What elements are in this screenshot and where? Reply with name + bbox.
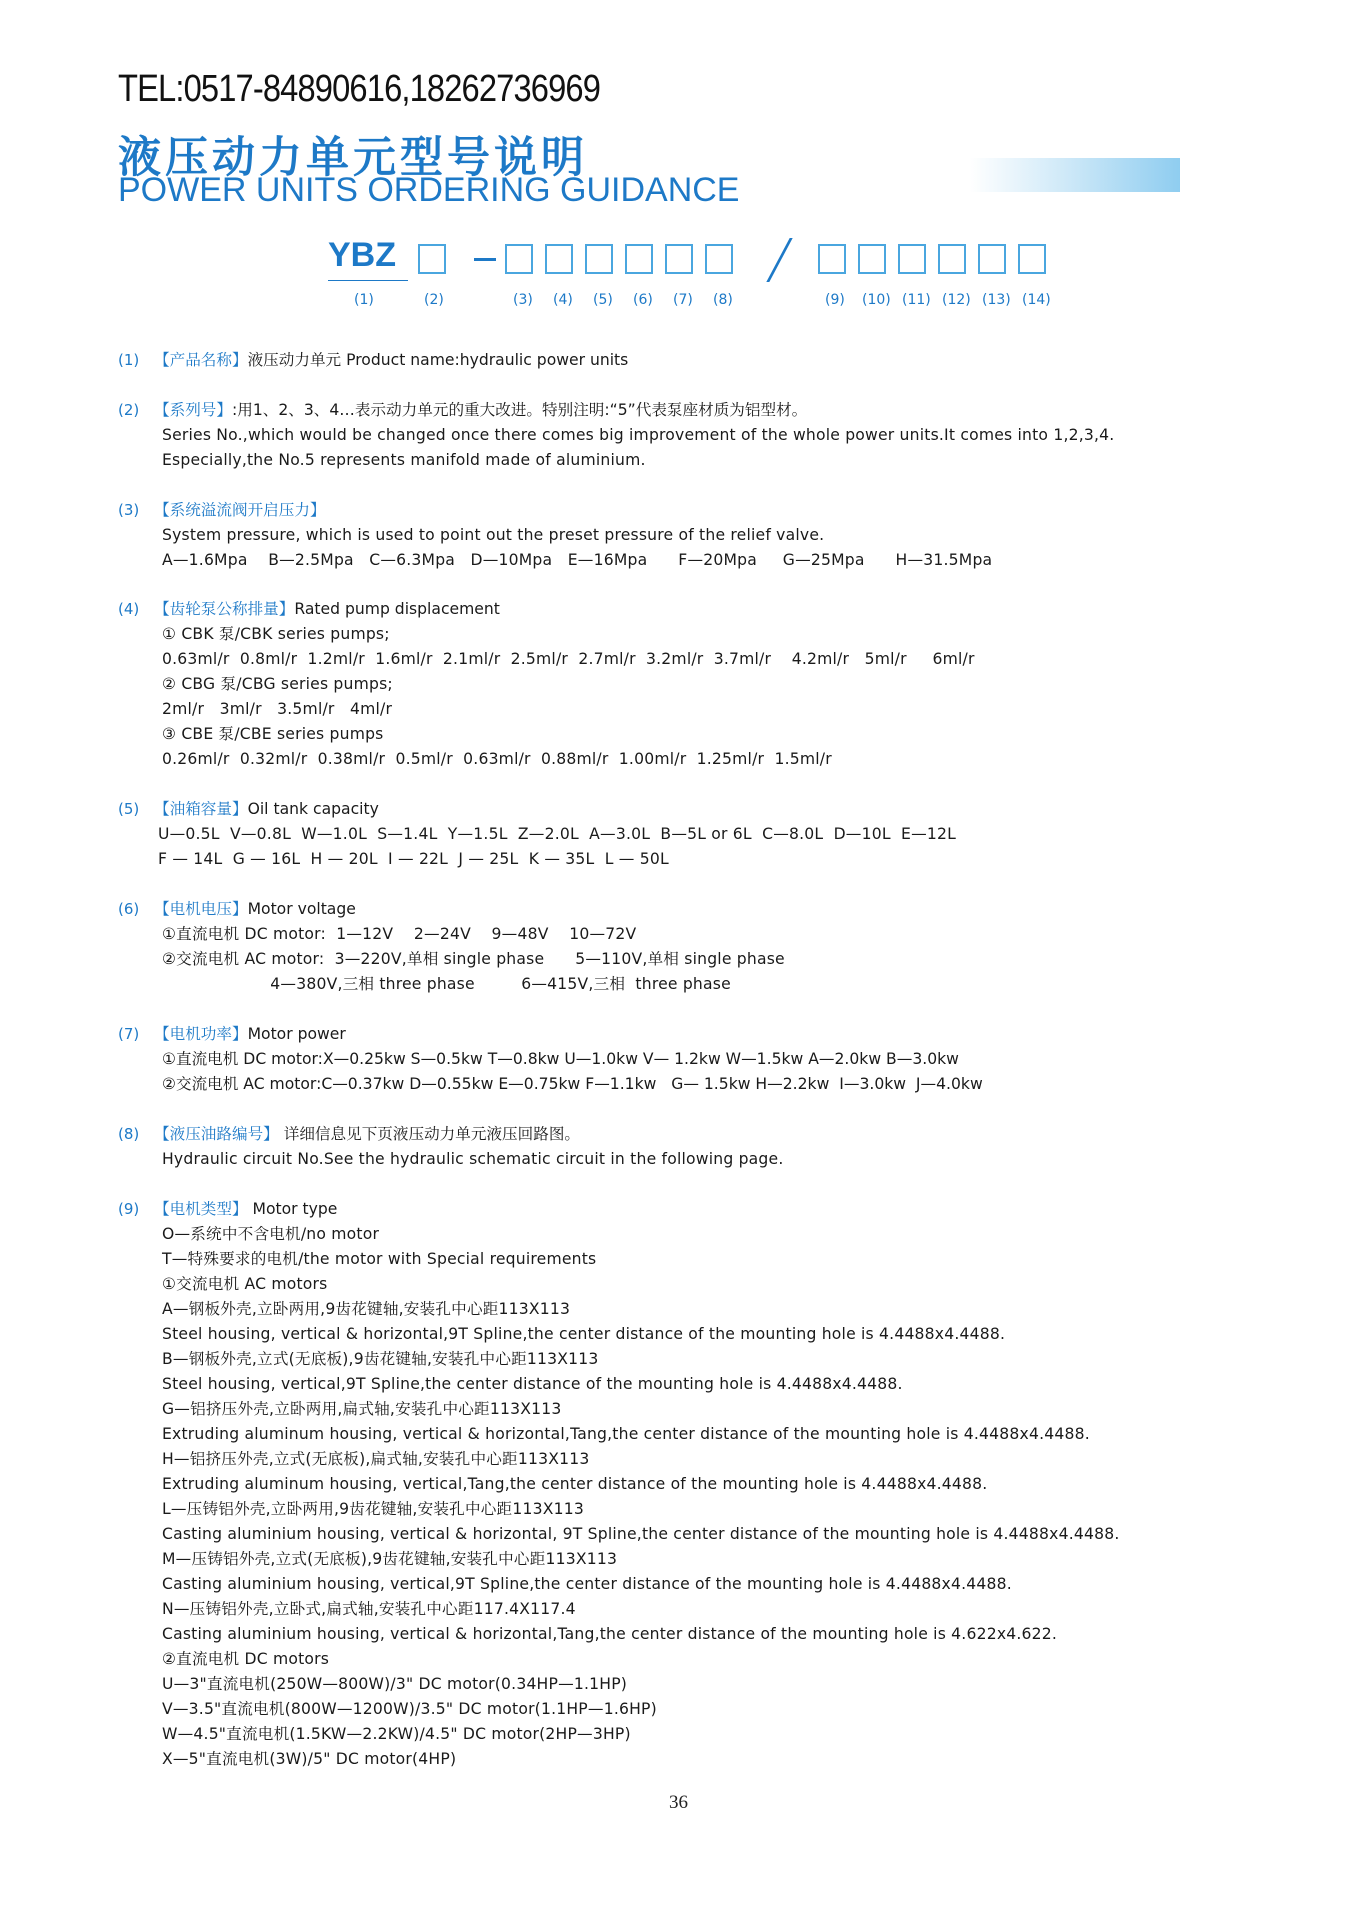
code-box-7: [665, 244, 693, 274]
section-heading: [154, 398, 807, 423]
code-box-10: [858, 244, 886, 274]
code-box-14: [1018, 244, 1046, 274]
section-label: 【产品名称】: [154, 351, 248, 369]
section-line: U—3"直流电机(250W—800W)/3" DC motor(0.34HP—1.1HP): [162, 1675, 628, 1693]
code-number: (6): [633, 292, 653, 308]
section-line: ①直流电机 DC motor: 1—12V 2—24V 9—48V 10—72V: [162, 925, 637, 943]
code-number: (1): [354, 292, 374, 308]
section-label: 【系列号】: [154, 401, 232, 419]
section-heading-text: Motor power: [247, 1025, 346, 1043]
section-heading-text: Rated pump displacement: [294, 600, 500, 618]
section-index: (7): [118, 1025, 140, 1043]
section-line: ② CBG 泵/CBG series pumps;: [162, 675, 393, 693]
section-line: 0.63ml/r 0.8ml/r 1.2ml/r 1.6ml/r 2.1ml/r 2.5ml/r 2.7ml/r 3.2ml/r 3.7ml/r 4.2ml/r 5ml/r 6ml/r: [162, 650, 975, 668]
section-line: ②交流电机 AC motor: 3—220V,单相 single phase 5—110V,单相 single phase: [162, 950, 785, 968]
section-line: Series No.,which would be changed once there comes big improvement of the whole power units.It comes into 1,2,3,4.: [162, 426, 1115, 444]
section-line: H—铝挤压外壳,立式(无底板),扁式轴,安装孔中心距113X113: [162, 1450, 590, 1468]
section-label: 【系统溢流阀开启压力】: [154, 501, 326, 519]
code-box-12: [938, 244, 966, 274]
section-line: Extruding aluminum housing, vertical & horizontal,Tang,the center distance of the mounting hole is 4.4488x4.4488.: [162, 1425, 1090, 1443]
section-line: ① CBK 泵/CBK series pumps;: [162, 625, 390, 643]
page-title-english: POWER UNITS ORDERING GUIDANCE: [118, 171, 740, 209]
code-slash: [766, 238, 792, 282]
section-line: 2ml/r 3ml/r 3.5ml/r 4ml/r: [162, 700, 393, 718]
code-box-8: [705, 244, 733, 274]
code-number: (3): [513, 292, 533, 308]
code-number: (7): [673, 292, 693, 308]
section-line: G—铝挤压外壳,立卧两用,扁式轴,安装孔中心距113X113: [162, 1400, 562, 1418]
model-prefix-underline: [328, 280, 408, 281]
model-prefix: YBZ: [328, 236, 396, 274]
section-line: B—钢板外壳,立式(无底板),9齿花键轴,安装孔中心距113X113: [162, 1350, 599, 1368]
code-box-3: [505, 244, 533, 274]
page-title-chinese: 液压动力单元型号说明: [118, 133, 588, 183]
section-line: Extruding aluminum housing, vertical,Tang,the center distance of the mounting hole is 4.4488x4.4488.: [162, 1475, 988, 1493]
section-label: 【电机类型】: [154, 1200, 248, 1218]
section-line: Hydraulic circuit No.See the hydraulic schematic circuit in the following page.: [162, 1150, 784, 1168]
section-line: M—压铸铝外壳,立式(无底板),9齿花键轴,安装孔中心距113X113: [162, 1550, 618, 1568]
code-number: (10): [862, 292, 891, 308]
section-line: System pressure, which is used to point out the preset pressure of the relief valve.: [162, 526, 825, 544]
section-label: 【液压油路编号】: [154, 1125, 279, 1143]
section-line: A—钢板外壳,立卧两用,9齿花键轴,安装孔中心距113X113: [162, 1300, 571, 1318]
section-index: (4): [118, 600, 140, 618]
section-line: O—系统中不含电机/no motor: [162, 1225, 380, 1243]
code-box-2: [418, 244, 446, 274]
section-line: Casting aluminium housing, vertical & horizontal, 9T Spline,the center distance of the mounting hole is 4.4488x4.4488.: [162, 1525, 1120, 1543]
model-code-diagram: [0, 236, 1357, 316]
code-number: (12): [942, 292, 971, 308]
section-line: N—压铸铝外壳,立卧式,扁式轴,安装孔中心距117.4X117.4: [162, 1600, 576, 1618]
section-line: T—特殊要求的电机/the motor with Special requirements: [162, 1250, 597, 1268]
section-heading: [154, 797, 379, 822]
title-gradient-bar: [970, 158, 1180, 192]
section-index: (8): [118, 1125, 140, 1143]
section-index: (9): [118, 1200, 140, 1218]
code-dash: [474, 258, 496, 261]
section-line: 0.26ml/r 0.32ml/r 0.38ml/r 0.5ml/r 0.63ml/r 0.88ml/r 1.00ml/r 1.25ml/r 1.5ml/r: [162, 750, 832, 768]
code-number: (11): [902, 292, 931, 308]
section-index: (2): [118, 401, 140, 419]
section-line: U—0.5L V—0.8L W—1.0L S—1.4L Y—1.5L Z—2.0L A—3.0L B—5L or 6L C—8.0L D—10L E—12L: [158, 825, 957, 843]
telephone-header: TEL:0517-84890616,18262736969: [118, 68, 601, 110]
section-label: 【齿轮泵公称排量】: [154, 600, 295, 618]
section-heading: [154, 498, 326, 523]
code-number: (8): [713, 292, 733, 308]
page-number: 36: [669, 1792, 688, 1813]
section-line: W—4.5"直流电机(1.5KW—2.2KW)/4.5" DC motor(2HP—3HP): [162, 1725, 631, 1743]
section-index: (1): [118, 351, 140, 369]
section-label: 【电机功率】: [154, 1025, 248, 1043]
section-line: ②直流电机 DC motors: [162, 1650, 330, 1668]
code-box-6: [625, 244, 653, 274]
section-line: F — 14L G — 16L H — 20L I — 22L J — 25L K — 35L L — 50L: [158, 850, 669, 868]
section-line: Steel housing, vertical,9T Spline,the center distance of the mounting hole is 4.4488x4.4488.: [162, 1375, 903, 1393]
code-number: (14): [1022, 292, 1051, 308]
section-heading-text: Motor voltage: [247, 900, 356, 918]
code-number: (9): [825, 292, 845, 308]
code-number: (5): [593, 292, 613, 308]
code-number: (2): [424, 292, 444, 308]
section-heading: [154, 597, 500, 622]
section-heading: [154, 1122, 580, 1147]
section-heading: [154, 348, 628, 373]
section-heading-text: 液压动力单元 Product name:hydraulic power units: [247, 351, 629, 369]
section-heading: [154, 1197, 337, 1222]
code-number: (13): [982, 292, 1011, 308]
section-line: ③ CBE 泵/CBE series pumps: [162, 725, 384, 743]
section-line: 4—380V,三相 three phase 6—415V,三相 three phase: [162, 975, 731, 993]
section-line: ①直流电机 DC motor:X—0.25kw S—0.5kw T—0.8kw U—1.0kw V— 1.2kw W—1.5kw A—2.0kw B—3.0kw: [162, 1050, 959, 1068]
section-heading: [154, 897, 356, 922]
section-line: V—3.5"直流电机(800W—1200W)/3.5" DC motor(1.1HP—1.6HP): [162, 1700, 657, 1718]
section-heading: [154, 1022, 346, 1047]
section-index: (3): [118, 501, 140, 519]
section-heading-text: :用1、2、3、4…表示动力单元的重大改进。特别注明:“5”代表泵座材质为铝型材。: [231, 401, 808, 419]
section-line: Casting aluminium housing, vertical,9T Spline,the center distance of the mounting hole is 4.4488x4.4488.: [162, 1575, 1012, 1593]
section-line: X—5"直流电机(3W)/5" DC motor(4HP): [162, 1750, 457, 1768]
section-index: (5): [118, 800, 140, 818]
code-box-11: [898, 244, 926, 274]
section-label: 【电机电压】: [154, 900, 248, 918]
section-label: 【油箱容量】: [154, 800, 248, 818]
section-line: A—1.6Mpa B—2.5Mpa C—6.3Mpa D—10Mpa E—16Mpa F—20Mpa G—25Mpa H—31.5Mpa: [162, 551, 993, 569]
section-heading-text: 详细信息见下页液压动力单元液压回路图。: [278, 1125, 581, 1143]
section-line: ②交流电机 AC motor:C—0.37kw D—0.55kw E—0.75kw F—1.1kw G— 1.5kw H—2.2kw I—3.0kw J—4.0kw: [162, 1075, 983, 1093]
section-line: Steel housing, vertical & horizontal,9T Spline,the center distance of the mounting hole is 4.4488x4.4488.: [162, 1325, 1006, 1343]
code-box-5: [585, 244, 613, 274]
section-heading-text: Motor type: [247, 1200, 338, 1218]
section-heading-text: Oil tank capacity: [247, 800, 379, 818]
code-number: (4): [553, 292, 573, 308]
section-index: (6): [118, 900, 140, 918]
code-box-9: [818, 244, 846, 274]
section-line: Casting aluminium housing, vertical & horizontal,Tang,the center distance of the mounting hole is 4.622x4.622.: [162, 1625, 1058, 1643]
section-line: L—压铸铝外壳,立卧两用,9齿花键轴,安装孔中心距113X113: [162, 1500, 584, 1518]
section-line: Especially,the No.5 represents manifold made of aluminium.: [162, 451, 646, 469]
section-line: ①交流电机 AC motors: [162, 1275, 328, 1293]
code-box-13: [978, 244, 1006, 274]
code-box-4: [545, 244, 573, 274]
